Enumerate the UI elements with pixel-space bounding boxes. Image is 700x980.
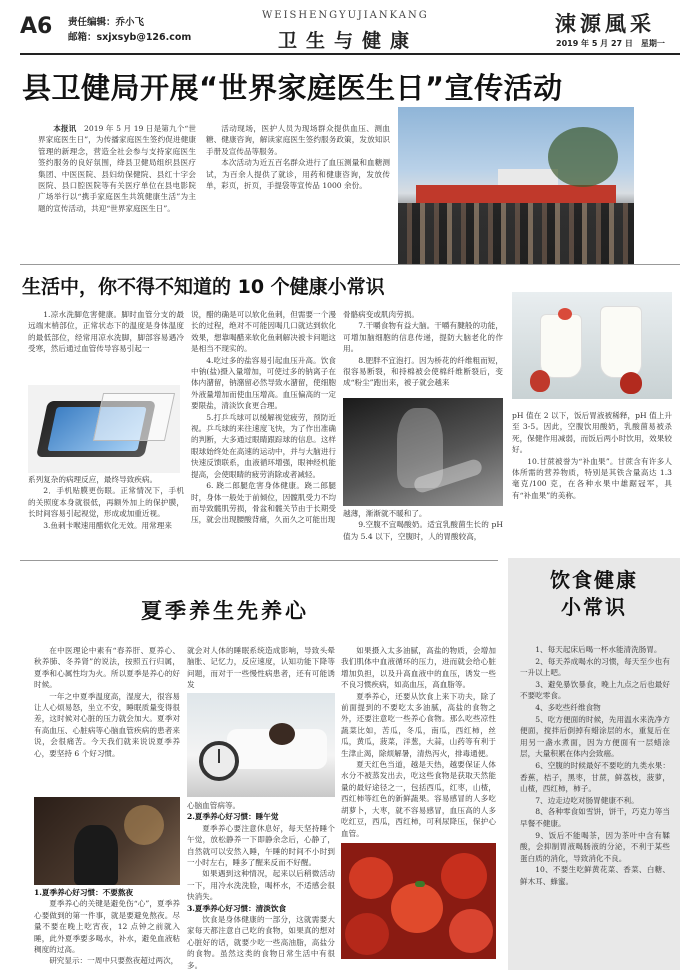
article3-col2-top <box>187 645 335 691</box>
habit-2-text: 夏季养心要注意休息好，每天坚持睡个午觉，放松静养一下即静余念后，心静了，自然就可以安然入睡，午睡的时间不小时到一小时左右，睡多了醒来反而不好醒。 <box>187 823 335 868</box>
alarm-clock-hand <box>218 749 220 763</box>
sleep-head <box>269 723 295 745</box>
tip-10: 10.甘蔗被誉为“补血果”。甘蔗含有许多人体所需的营养物质，特别是其铁含量高达 1.3 毫克/100 克，在各种水果中雄踞冠军，具有“补血果”的美称。 <box>512 456 672 500</box>
article3-col2-bottom <box>187 800 335 971</box>
diet-tips-list <box>520 644 670 887</box>
reading-lamp-glow <box>124 805 164 845</box>
article2-col3-bottom <box>343 508 503 542</box>
reading-photo <box>34 797 180 885</box>
posture-photo <box>343 398 503 506</box>
diet-tip-8: 8、各种零食如雪饼，饼干，巧克力等当早餐不健康。 <box>520 807 670 828</box>
sleep-photo <box>187 693 335 797</box>
habit-2-title: 2.夏季养心好习惯：睡午觉 <box>187 812 279 822</box>
habit-3-foods: 夏季养心，还要从饮食上来下功夫，除了前面提到的不要吃太多油腻，高盐的食物之外，还要注意吃一些养心食物。那么吃些凉性蔬菜比如，苦瓜，冬瓜，南瓜，西红柿，丝瓜，黄瓜，菠菜，洋葱，大蒜，山药等有利于生津止渴，除烦解暑，清热泻火，排毒通便。 <box>341 691 496 758</box>
article2-col2 <box>191 309 336 526</box>
habit-2-more: 如果遇到这种情况，起来以后稍微活动一下，用冷水洗洗脸，喝杯水，不适感会很快消失。 <box>187 869 335 902</box>
strawberry-1 <box>530 370 550 392</box>
diet-tip-1: 1、每天起床后喝一杯水能清洗肠胃。 <box>535 645 662 654</box>
article3-top-rule <box>20 560 498 561</box>
yogurt-glass-left <box>540 314 582 378</box>
habit-1-research: 研究显示：一周中只要熬夜超过两次， <box>49 956 179 966</box>
article1-para3: 本次活动为近五百名群众进行了血压测量和血糖测试，为百余人提供了就诊，用药和健康咨询，发放传单，彩页，折页，手提袋等宣传品 1000 余份。 <box>206 158 390 191</box>
tomato-1 <box>349 857 393 899</box>
article1-col2 <box>206 123 390 191</box>
tip-7: 7.干嚼食物有益大脑。干嚼有腱般的功能，可增加脑细胞的信息传递，提防大脑老化的作用。 <box>343 321 503 354</box>
event-banner <box>416 185 616 203</box>
tip-6-end: 骨骼病变或肌肉劳损。 <box>343 310 419 319</box>
tip-1-start: 1.凉水洗脚危害健康。脚时血管分支的最远端末梢部位，正常状态下的温度是身体温度的最低部位，经常用凉水洗脚，脚部容易遇冷受寒，然后通过血管传导容易引起一 <box>28 310 184 354</box>
strawberry-2 <box>620 372 642 394</box>
page-number: A6 <box>20 14 53 39</box>
tip-3-start: 3.鱼刺卡喉速用醋软化无效。用常理来 <box>43 520 172 530</box>
tomato-5 <box>449 909 493 953</box>
event-photo <box>398 107 634 264</box>
yogurt-photo <box>512 292 672 399</box>
article2-col1-top <box>28 309 184 355</box>
tomato-4 <box>345 913 389 955</box>
article1-col1-text: 2019 年 5 月 19 日是第九个“世界家庭医生日”，为传播家庭医生签约促进健康管理的新理念，营造全社会参与支持家庭医生签约服务的良好氛围，绛县卫健局组织县医疗集团、中医医院、县妇幼保健院、县红十字会医院、县口腔医院等有关医疗单位在县电影院广场举行以“携手家庭医生共筑健康生活”为主题的宣传活动，共迎“世界家庭医生日”。 <box>38 124 197 213</box>
yogurt-glass-right <box>600 306 642 378</box>
summer-intro: 在中医理论中素有“春养肝、夏养心、秋养肺、冬养肾”的说法，按照五行归属，夏季和心属性均为火。所以夏季是养心的好时候。 <box>34 646 180 690</box>
header-rule <box>20 53 680 55</box>
tip-5: 5.打乒乓球可以缓解视觉疲劳，预防近视。乒乓球的来往速度飞快，为了作出准确的判断，大多通过眼睛跟踪球的信息。这样眼球始终处在高速的运动中，并与大脑进行快速反馈联系，血液循环增强，眼神经机能提高，会使眼睛的疲劳消除或者减轻。 <box>191 412 336 479</box>
article2-headline: 生活中，你不得不知道的 10 个健康小常识 <box>22 276 385 298</box>
tip-6-start: 6. 跷二郎腿危害身体健康。跷二郎腿时，身体一般处于前倾位，因髋肌受力不均而导致髋肌劳损，骨盆和髋关节由于长期受压，就会出现腰酸背痛，久而久之可能出现 <box>191 481 336 525</box>
tip-9-end: pH 值在 2 以下，饭后胃液被稀释，pH 值上升至 3-5。因此，空腹饮用酸奶，乳酸菌易被杀死，保健作用减弱，而饭后两小时饮用，效果较好。 <box>512 411 672 455</box>
article3-col1-bottom <box>34 887 180 967</box>
tip-3-end: 说，醋的确是可以软化鱼刺，但需要一个漫长的过程，绝对不可能因喝几口就达到软化效果，想靠喝醋来软化鱼刺解决被卡问题这是相当不现实的。 <box>191 310 336 354</box>
tip-4: 4.吃过多的盐容易引起血压升高。饮食中钠(盐)摄入量增加，可使过多的钠离子在体内潴留，钠潴留必然导致水潴留，使细胞外液量增加而使血压增高。血压偏高的一定要限盐，清淡饮食更合理。 <box>191 355 336 411</box>
article2-col1-bottom <box>28 474 184 531</box>
tomato-3 <box>441 853 487 899</box>
tip-8-start: 8.肥胖不宜泡打。因为桥花的纤维粗而短，很容易断裂，和持棉被会使棉纤维断裂后，变成“粉尘”跑出来，被子就会越来 <box>343 355 503 388</box>
diet-tip-10: 10、不要生吃鲜黄花菜、香菜、白糖、鲜木耳、蜂蜜。 <box>520 865 670 886</box>
editor-line: 责任编辑：乔小飞 <box>68 17 145 28</box>
habit-3-title: 3.夏季养心好习惯：清淡饮食 <box>187 903 287 913</box>
summer-para2: 一年之中夏季温度高，湿度大，很容易让人心烦易怒，坐立不安，睡眠质量变得很差，这时候对心脏的压力就会加大。夏季对有高血压、心脏病等心脑血管疾病的患者来说，会很痛苦。今天我们就来说说夏季养心，要坚持 6 个好习惯。 <box>34 691 180 758</box>
article1-byline: 本报讯 <box>53 124 77 133</box>
phone-film <box>93 393 175 441</box>
article3-col1 <box>34 645 180 759</box>
tomato-photo <box>341 843 496 959</box>
section-title: 卫生与健康 <box>278 30 419 52</box>
diet-tip-6: 6、空腹的时候最好不要吃的九类水果：香蕉，桔子，黑枣，甘蔗，鲜荔枝，菠萝，山楂，西红柿，柿子。 <box>520 760 670 794</box>
diet-tip-4: 4、多吃些纤维食物 <box>535 702 601 712</box>
article3-headline: 夏季养生先养心 <box>141 599 309 623</box>
tomato-leaf <box>415 881 425 887</box>
diet-tip-9: 9、饭后不能喝茶，因为茶叶中含有鞣酸，会抑制胃液喝肠液的分泌，不利于某些蛋白质的消化，导致消化不良。 <box>520 830 670 863</box>
article1-rule <box>20 264 680 265</box>
diet-tips-box <box>508 558 680 970</box>
reading-person <box>74 825 118 885</box>
habit-3-text: 饮食是身体健康的一部分，这就需要大家每天都注意自己吃的食物，如果真的想对心脏好的话，就要少吃一些高油脂，高盐分的食物。虽然这类的食物日常生活中有很多。 <box>187 915 335 970</box>
habit-1-continued: 就会对人体的睡眠系统造成影响，导致头晕脑胀、记忆力，反应速度，认知功能下降等问题，而对于一些慢性病患者，还有可能诱发 <box>187 646 335 690</box>
event-tree <box>548 127 618 187</box>
email-line: 邮箱：sxjxsyb@126.com <box>68 32 192 43</box>
article2-col4 <box>512 410 672 501</box>
section-pinyin: WEISHENGYUJIANKANG <box>262 10 429 21</box>
diet-tips-headline-1: 饮食健康 <box>550 568 638 592</box>
habit-3-continued: 如果摄入太多油腻，高盐的物质，会增加我们肌体中血液循环的压力，进而就会给心脏增加负担，以及升高血液中的血压，诱发一些不良习惯疾病，如高血压，高血脂等。 <box>341 646 496 690</box>
habit-1-title: 1.夏季养心好习惯：不要熬夜 <box>34 888 134 897</box>
tip-9-start: 9.空腹不宜喝酸奶。适宜乳酸菌生长的 pH 值为 5.4 以下，空腹时，人的胃酸较高， <box>343 520 503 541</box>
event-crowd <box>398 203 634 264</box>
diet-tip-7: 7、边走边吃对肠胃健康不利。 <box>535 795 639 805</box>
article2-col3-top <box>343 309 503 389</box>
article1-col1 <box>38 123 196 214</box>
tomato-2 <box>391 883 443 933</box>
tip-8-end: 越薄，渐渐就不暖和了。 <box>343 509 427 518</box>
phone-icon <box>28 385 180 473</box>
tip-2: 2．手机贴膜更伤眼。正常情况下，手机的关照度本身就很低，再额外加上的保护膜，长时间容易引起视觉，形成或加重近视。 <box>28 486 184 519</box>
issue-date: 2019 年 5 月 27 日 星期一 <box>556 39 665 48</box>
article1-headline: 县卫健局开展“世界家庭医生日”宣传活动 <box>22 71 563 105</box>
diet-tip-2: 2、每天养成喝水的习惯，每天至少也有一升以上吧。 <box>520 656 670 678</box>
habit-3-red-foods: 夏天红色当道，越是天热，越要保证人体水分不被蒸发出去，吃这些食物是获取天然能量的最好途径之一，包括西瓜，红枣，山楂，西红柿等红色的新鲜蔬果。容易感冒的人多吃胡萝卜，大枣，就不容易感冒，血压高的人多吃红豆，西瓜，西红柿，可利尿降压，保护心血管。 <box>341 760 496 838</box>
habit-1-end: 心脑血管病等。 <box>187 801 241 810</box>
tip-1-end: 系列复杂的病理反应，最终导致疾病。 <box>28 475 158 484</box>
habit-1-text: 夏季养心的关键是避免伤“心”，夏季养心要做到的第一件事，就是要避免熬夜。尽量不要在晚上吃宵夜，12 点钟之前就入睡，此外夏季要多喝水，补水，避免血液粘稠度的过高。 <box>34 899 180 955</box>
diet-tip-5: 5、吃方便面的时候，先用温水来洗净方便面，搅拌后倒掉有蜡涂层的水，重复后在用另一盏水煮面，因为方便面有一层蜡涂层，大量积累在体内会致癌。 <box>520 714 670 759</box>
article1-para2: 活动现场，医护人员为现场群众提供血压、测血糖、健康咨询，解读家庭医生签约服务政策，发放知识手册及宣传品等服务。 <box>206 124 390 156</box>
strawberry-3 <box>558 308 572 320</box>
diet-tip-3: 3、避免暴饮暴食，晚上九点之后也最好不要吃零食。 <box>520 679 670 701</box>
article3-col3 <box>341 645 496 839</box>
diet-tips-headline-2: 小常识 <box>561 595 627 619</box>
brand-name: 涑源風采 <box>555 11 655 36</box>
event-tent <box>498 169 558 185</box>
